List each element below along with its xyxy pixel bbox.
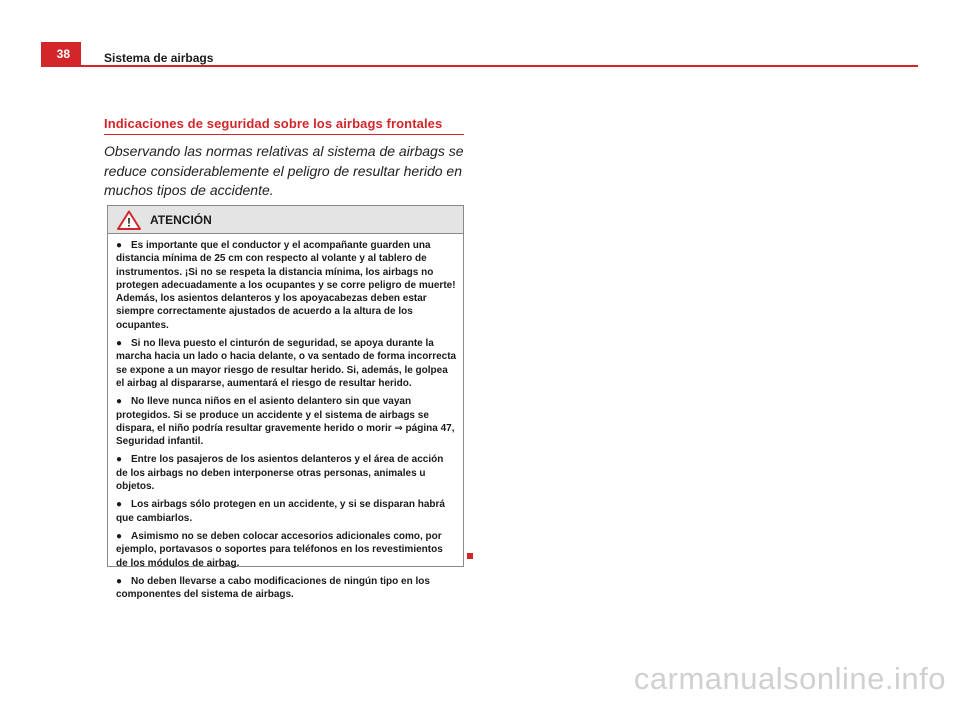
section-end-marker bbox=[467, 553, 473, 559]
warning-item-text: No lleve nunca niños en el asiento delantero sin que vayan protegidos. Si se produce un accidente y el sistema de airbags se dispara, el niño podría resultar gravemente herido o morir ⇒ página 47, Seguridad infantil. bbox=[116, 396, 455, 448]
warning-item-text: Entre los pasajeros de los asientos delanteros y el área de acción de los airbags no deben interponerse otras personas, animales u objetos. bbox=[116, 454, 444, 493]
section-intro: Observando las normas relativas al sistema de airbags se reduce considerablemente el peligro de resultar herido en muchos tipos de accidente. bbox=[104, 143, 464, 198]
warning-item bbox=[116, 575, 457, 602]
warning-icon-mark: ! bbox=[127, 215, 131, 229]
watermark: carmanualsonline.info bbox=[633, 661, 946, 696]
warning-header bbox=[108, 206, 463, 234]
warning-item-text: Los airbags sólo protegen en un accidente, y si se disparan habrá que cambiarlos. bbox=[116, 499, 445, 524]
bullet-dot: ● bbox=[116, 338, 123, 350]
warning-item bbox=[116, 453, 457, 493]
header-rule bbox=[81, 65, 918, 67]
bullet-dot: ● bbox=[116, 454, 123, 466]
warning-item-text: No deben llevarse a cabo modificaciones de ningún tipo en los componentes del sistema de airbags. bbox=[116, 575, 430, 601]
bullet-dot: ● bbox=[116, 240, 123, 251]
warning-item bbox=[116, 239, 457, 332]
warning-item bbox=[116, 395, 457, 448]
warning-triangle-icon bbox=[117, 210, 141, 230]
warning-item bbox=[116, 337, 457, 390]
warning-item-text: Es importante que el conductor y el acompañante guarden una distancia mínima de 25 cm con respecto al volante y al tablero de instrumentos. ¡Si no se respeta la distancia mínima, los airbags no protegen adecuadamente a los ocupantes y se corre peligro de muerte! Además, los asientos delanteros y los apoyacabezas deben estar siempre correctamente ajustados de acuerdo a la altura de los ocupantes. bbox=[116, 240, 456, 331]
chapter-title: Sistema de airbags bbox=[104, 51, 214, 65]
warning-title: ATENCIÓN bbox=[150, 212, 212, 227]
section-heading: Indicaciones de seguridad sobre los airbags frontales bbox=[104, 116, 464, 135]
bullet-dot: ● bbox=[116, 499, 123, 511]
page-number-text: 38 bbox=[56, 47, 70, 61]
bullet-dot: ● bbox=[116, 575, 123, 587]
warning-item bbox=[116, 498, 457, 525]
warning-box bbox=[107, 205, 464, 601]
warning-item bbox=[116, 530, 457, 570]
warning-list bbox=[108, 234, 463, 601]
page-number bbox=[41, 42, 81, 67]
warning-item-text: Asimismo no se deben colocar accesorios adicionales como, por ejemplo, portavasos o soportes para teléfonos en los revestimientos de los módulos de airbag. bbox=[116, 530, 443, 569]
bullet-dot: ● bbox=[116, 530, 123, 542]
bullet-dot: ● bbox=[116, 396, 123, 408]
warning-item-text: Si no lleva puesto el cinturón de seguridad, se apoya durante la marcha hacia un lado o hacia delante, o va sentado de forma incorrecta se expone a un mayor riesgo de resultar herido. Si, además, le golpea el airbag al dispararse, aumentará el riesgo de resultar herido. bbox=[116, 338, 457, 389]
